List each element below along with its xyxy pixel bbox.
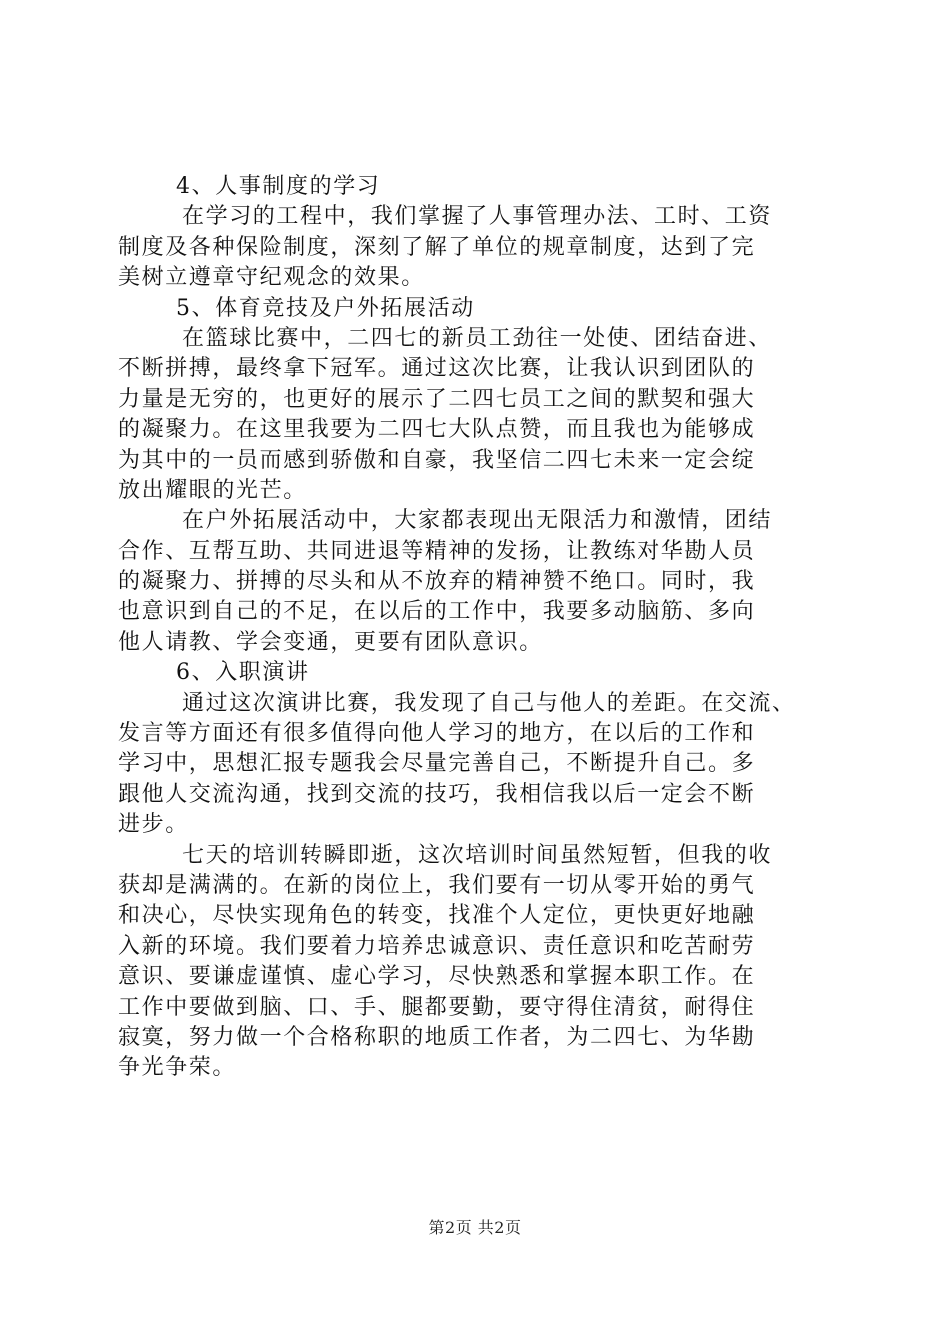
- text-line: 美树立遵章守纪观念的效果。: [118, 265, 425, 291]
- paragraph: [118, 202, 832, 293]
- text-line: 的凝聚力、拼搏的尽头和从不放弃的精神赞不绝口。同时，我: [118, 569, 756, 595]
- text-line: 和决心，尽快实现角色的转变，找准个人定位，更快更好地融: [118, 903, 756, 929]
- document-body: [118, 172, 832, 1084]
- text-line: 为其中的一员而感到骄傲和自豪，我坚信二四七未来一定会绽: [118, 447, 756, 473]
- paragraph: [118, 324, 832, 506]
- text-line: 放出耀眼的光芒。: [118, 477, 307, 503]
- text-line: 通过这次演讲比赛，我发现了自己与他人的差距。在交流、: [182, 690, 796, 716]
- section-onboarding-speech: [118, 658, 832, 1083]
- text-line: 学习中，思想汇报专题我会尽量完善自己，不断提升自己。多: [118, 751, 756, 777]
- text-line: 发言等方面还有很多值得向他人学习的地方，在以后的工作和: [118, 721, 756, 747]
- text-line: 入新的环境。我们要着力培养忠诚意识、责任意识和吃苦耐劳: [118, 933, 756, 959]
- section-sports-outdoor: [118, 294, 832, 659]
- text-line: 也意识到自己的不足，在以后的工作中，我要多动脑筋、多向: [118, 599, 756, 625]
- section-heading: 5、体育竞技及户外拓展活动: [176, 295, 475, 321]
- text-line: 寂寞，努力做一个合格称职的地质工作者，为二四七、为华勘: [118, 1024, 756, 1050]
- paragraph: [118, 841, 832, 1084]
- text-line: 在篮球比赛中，二四七的新员工劲往一处使、团结奋进、: [182, 325, 773, 351]
- text-line: 力量是无穷的，也更好的展示了二四七员工之间的默契和强大: [118, 386, 756, 412]
- text-line: 进步。: [118, 812, 189, 838]
- text-line: 的凝聚力。在这里我要为二四七大队点赞，而且我也为能够成: [118, 417, 756, 443]
- text-line: 跟他人交流沟通，找到交流的技巧，我相信我以后一定会不断: [118, 781, 756, 807]
- text-line: 意识、要谦虚谨慎、虚心学习，尽快熟悉和掌握本职工作。在: [118, 964, 756, 990]
- text-line: 在学习的工程中，我们掌握了人事管理办法、工时、工资: [182, 204, 773, 230]
- section-heading: 4、人事制度的学习: [176, 174, 381, 199]
- paragraph: [118, 689, 832, 841]
- paragraph: [118, 506, 832, 658]
- text-line: 工作中要做到脑、口、手、腿都要勤，要守得住清贫，耐得住: [118, 994, 756, 1020]
- text-line: 他人请教、学会变通，更要有团队意识。: [118, 629, 543, 655]
- text-line: 制度及各种保险制度，深刻了解了单位的规章制度，达到了完: [118, 234, 756, 260]
- text-line: 七天的培训转瞬即逝，这次培训时间虽然短暂，但我的收: [182, 842, 773, 868]
- text-line: 在户外拓展活动中，大家都表现出无限活力和激情，团结: [182, 508, 773, 534]
- text-line: 不断拼搏，最终拿下冠军。通过这次比赛，让我认识到团队的: [118, 356, 756, 382]
- text-line: 获却是满满的。在新的岗位上，我们要有一切从零开始的勇气: [118, 872, 756, 898]
- section-personnel-system: [118, 172, 832, 294]
- page-footer: 第2页 共2页: [428, 1218, 522, 1237]
- section-heading: 6、入职演讲: [176, 660, 310, 686]
- text-line: 争光争荣。: [118, 1055, 237, 1081]
- text-line: 合作、互帮互助、共同进退等精神的发扬，让教练对华勘人员: [118, 538, 756, 564]
